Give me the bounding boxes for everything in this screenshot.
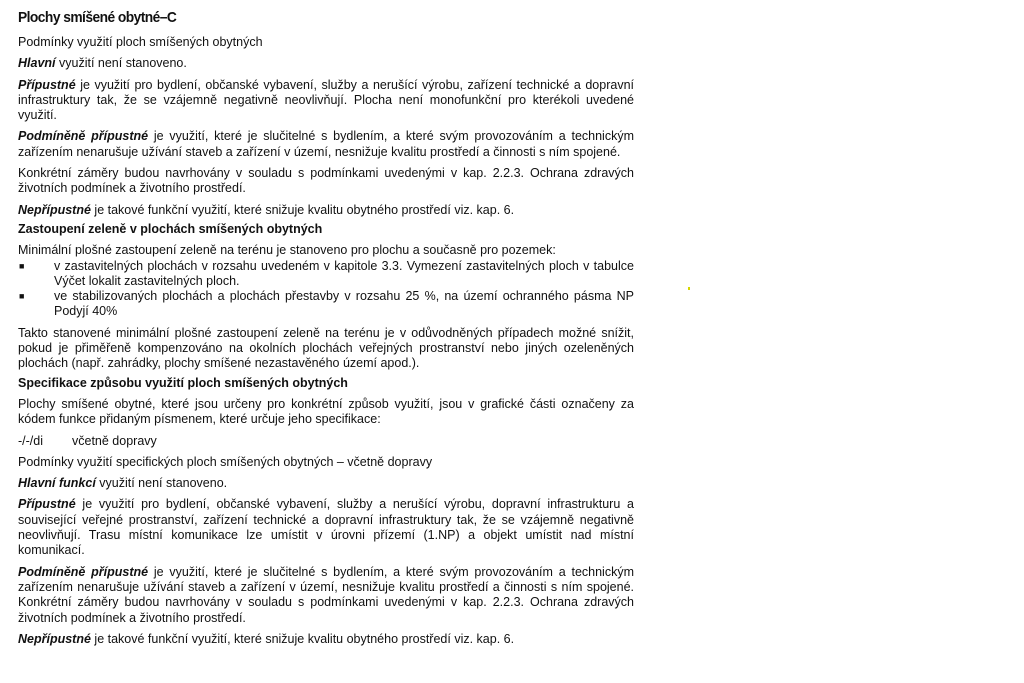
text-permitted: je využití pro bydlení, občanské vybavení, služby a nerušící výrobu, zařízení technické a dopravní infrastruktury tak, že se vzájemně negativně neovlivňují. Plocha není monofunkční pro kterékoli uvedené využití. xyxy=(18,77,634,123)
section-heading-conditions: Podmínky využití ploch smíšených obytných xyxy=(18,35,263,49)
label-permitted-2: Přípustné xyxy=(18,497,76,512)
list-item: ■ ve stabilizovaných plochách a plochách přestavby v rozsahu 25 %, na území ochranného pásma NP Podyjí 40% xyxy=(19,289,634,319)
paragraph-specific-plans: Konkrétní záměry budou navrhovány v souladu s podmínkami uvedenými v kap. 2.2.3. Ochrana zdravých životních podmínek a životního prostředí. xyxy=(18,166,634,196)
text-permitted-2: je využití pro bydlení, občanské vybavení, služby a nerušící výrobu, dopravní infrastrukturu a související veřejné prostranství, zařízení technické a dopravní infrastruktury tak, že se vzájemně negativně neovlivňují. Trasu místní komunikace lze umístit v úrovni přízemí (1.NP) a objekt umístit nad místní komunikací. xyxy=(18,497,634,558)
heading-greenery: Zastoupení zeleně v plochách smíšených obytných xyxy=(18,221,323,236)
label-main-function: Hlavní funkcí xyxy=(18,476,96,491)
list-item: ■ v zastavitelných plochách v rozsahu uvedeném v kapitole 3.3. Vymezení zastavitelných ploch v tabulce Výčet lokalit zastavitelných ploch. xyxy=(19,258,634,288)
scan-artifact-dot xyxy=(688,287,690,290)
paragraph-permitted-2 xyxy=(18,497,634,558)
bullet-icon: ■ xyxy=(19,260,25,271)
spec-code: -/-/di xyxy=(18,433,43,448)
label-conditional-2: Podmíněně přípustné xyxy=(18,564,149,579)
paragraph-spec-intro: Plochy smíšené obytné, které jsou určeny pro konkrétní způsob využití, jsou v grafické části označeny za kódem funkce přidaným písmenem, které určuje jeho specifikace: xyxy=(18,396,634,427)
paragraph-main-use xyxy=(18,56,634,71)
paragraph-conditional-2 xyxy=(18,565,634,626)
bullet-icon: ■ xyxy=(19,291,25,302)
paragraph-conditional xyxy=(18,129,634,160)
paragraph-greenery-note: Takto stanovené minimální plošné zastoupení zeleně na terénu je v odůvodněných případech možné snížit, pokud je přiměřeně kompenzováno na okolních plochách veřejných prostranství nebo jiných ozeleněných plochách (např. zahrádky, plochy smíšené nezastavěného území apod.). xyxy=(18,325,634,371)
paragraph-greenery-intro: Minimální plošné zastoupení zeleně na terénu je stanoveno pro plochu a současně pro pozemek: xyxy=(18,243,556,258)
text-not-permitted-2: je takové funkční využití, které snižuje kvalitu obytného prostředí viz. kap. 6. xyxy=(90,631,515,646)
label-conditional: Podmíněně přípustné xyxy=(18,129,149,144)
paragraph-not-permitted-2 xyxy=(18,632,634,647)
text-main: využití není stanoveno. xyxy=(55,56,187,71)
document-page xyxy=(18,9,634,647)
text-conditional-2: je využití, které je slučitelné s bydlením, a které svým provozováním a technickým zařízením nenarušuje užívání staveb a zařízení v území, nesnižuje kvalitu prostředí a činnosti s ním spojené. Konkrétní záměry budou navrhovány v souladu s podmínkami uvedenými v kap. 2.2.3. Ochrana zdravých životních podmínek a životního prostředí. xyxy=(18,564,634,625)
label-not-permitted: Nepřípustné xyxy=(18,202,91,217)
page-title: Plochy smíšené obytné–C xyxy=(18,9,177,26)
section-heading-specific-conditions: Podmínky využití specifických ploch smíšených obytných – včetně dopravy xyxy=(18,454,433,469)
label-main: Hlavní xyxy=(18,56,56,71)
label-permitted: Přípustné xyxy=(18,77,76,92)
spec-code-description: včetně dopravy xyxy=(72,433,157,448)
spec-code-row xyxy=(18,434,634,449)
text-conditional: je využití, které je slučitelné s bydlením, a které svým provozováním a technickým zařízením nenarušuje užívání staveb a zařízení v území, nesnižuje kvalitu prostředí a činnosti s ním spojené. xyxy=(18,129,634,159)
paragraph-not-permitted xyxy=(18,203,634,218)
paragraph-permitted xyxy=(18,78,634,124)
label-not-permitted-2: Nepřípustné xyxy=(18,631,91,646)
text-not-permitted: je takové funkční využití, které snižuje kvalitu obytného prostředí viz. kap. 6. xyxy=(90,202,515,217)
heading-specification: Specifikace způsobu využití ploch smíšených obytných xyxy=(18,375,348,390)
paragraph-main-function xyxy=(18,476,634,491)
greenery-list xyxy=(18,259,634,320)
text-main-function: využití není stanoveno. xyxy=(95,476,228,491)
